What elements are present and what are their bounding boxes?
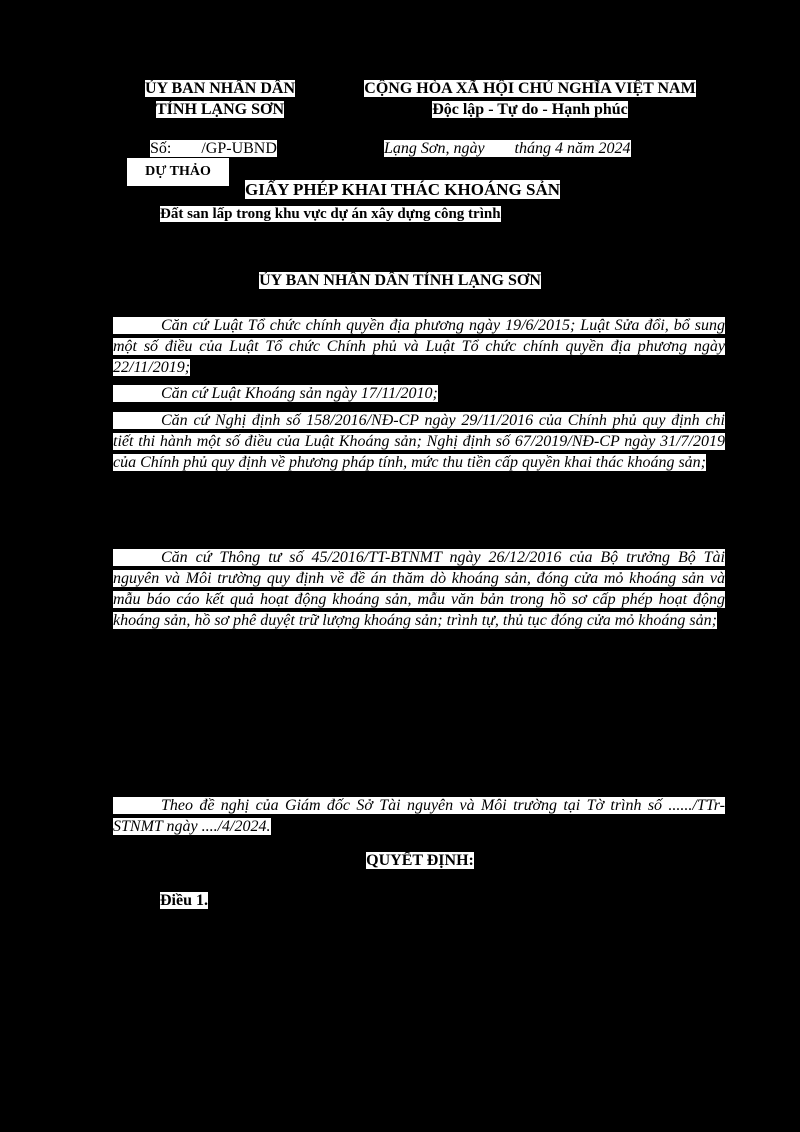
- document-subtitle: [160, 206, 501, 223]
- place-and-date: [384, 140, 631, 158]
- paragraph-text: Theo đề nghị của Giám đốc Sở Tài nguyên và Môi trường tại Tờ trình số ....../TTr-STNMT ngày ..../4/2024.: [113, 797, 725, 835]
- paragraph-text: Căn cứ Thông tư số 45/2016/TT-BTNMT ngày 26/12/2016 của Bộ trưởng Bộ Tài nguyên và Môi trường quy định về đề án thăm dò khoáng sản, đóng cửa mỏ khoáng sản và mẫu báo cáo kết quả hoạt động khoáng sản, mẫu văn bản trong hồ sơ cấp phép hoạt động khoáng sản, hồ sơ phê duyệt trữ lượng khoáng sản; trình tự, thủ tục đóng cửa mỏ khoáng sản;: [113, 549, 725, 629]
- decision-heading-text: QUYẾT ĐỊNH:: [366, 852, 474, 869]
- document-number: [150, 140, 277, 158]
- decision-heading: [0, 852, 800, 870]
- draft-stamp: DỰ THẢO: [126, 157, 230, 187]
- issuing-agency: [110, 78, 330, 120]
- paragraph-text: Căn cứ Nghị định số 158/2016/NĐ-CP ngày 29/11/2016 của Chính phủ quy định chi tiết thi hành một số điều của Luật Khoáng sản; Nghị định số 67/2019/NĐ-CP ngày 31/7/2019 của Chính phủ quy định về phương pháp tính, mức thu tiền cấp quyền khai thác khoáng sản;: [113, 412, 725, 471]
- article-1-heading: [160, 892, 208, 910]
- legal-basis-paragraph-3: [113, 410, 725, 473]
- national-header: [335, 78, 725, 120]
- paragraph-text: Căn cứ Luật Tổ chức chính quyền địa phương ngày 19/6/2015; Luật Sửa đổi, bổ sung một số điều của Luật Tổ chức Chính phủ và Luật Tổ chức chính quyền địa phương ngày 22/11/2019;: [113, 317, 725, 376]
- document-subtitle-text: Đất san lấp trong khu vực dự án xây dựng công trình: [160, 206, 501, 222]
- national-motto: Độc lập - Tự do - Hạnh phúc: [432, 101, 628, 118]
- agency-line-2: TỈNH LẠNG SƠN: [155, 101, 285, 118]
- legal-basis-paragraph-4: [113, 547, 725, 631]
- number-suffix: /GP-UBND: [201, 140, 277, 157]
- proposal-paragraph: [113, 795, 725, 837]
- place-date-prefix: Lạng Sơn, ngày: [384, 140, 485, 157]
- agency-line-1: ỦY BAN NHÂN DÂN: [144, 80, 296, 97]
- republic-name: CỘNG HÒA XÃ HỘI CHỦ NGHĨA VIỆT NAM: [364, 80, 696, 97]
- authority-heading-text: ỦY BAN NHÂN DÂN TỈNH LẠNG SƠN: [259, 272, 541, 289]
- paragraph-text: Căn cứ Luật Khoáng sản ngày 17/11/2010;: [113, 385, 438, 402]
- legal-basis-paragraph-1: [113, 315, 725, 378]
- number-prefix: Số:: [150, 140, 172, 157]
- document-title: [245, 180, 560, 200]
- place-date-suffix: tháng 4 năm 2024: [514, 140, 631, 157]
- legal-basis-paragraph-2: [113, 383, 725, 404]
- article-1-text: Điều 1.: [160, 892, 208, 909]
- authority-heading: [0, 272, 800, 290]
- document-title-text: GIẤY PHÉP KHAI THÁC KHOÁNG SẢN: [245, 180, 561, 199]
